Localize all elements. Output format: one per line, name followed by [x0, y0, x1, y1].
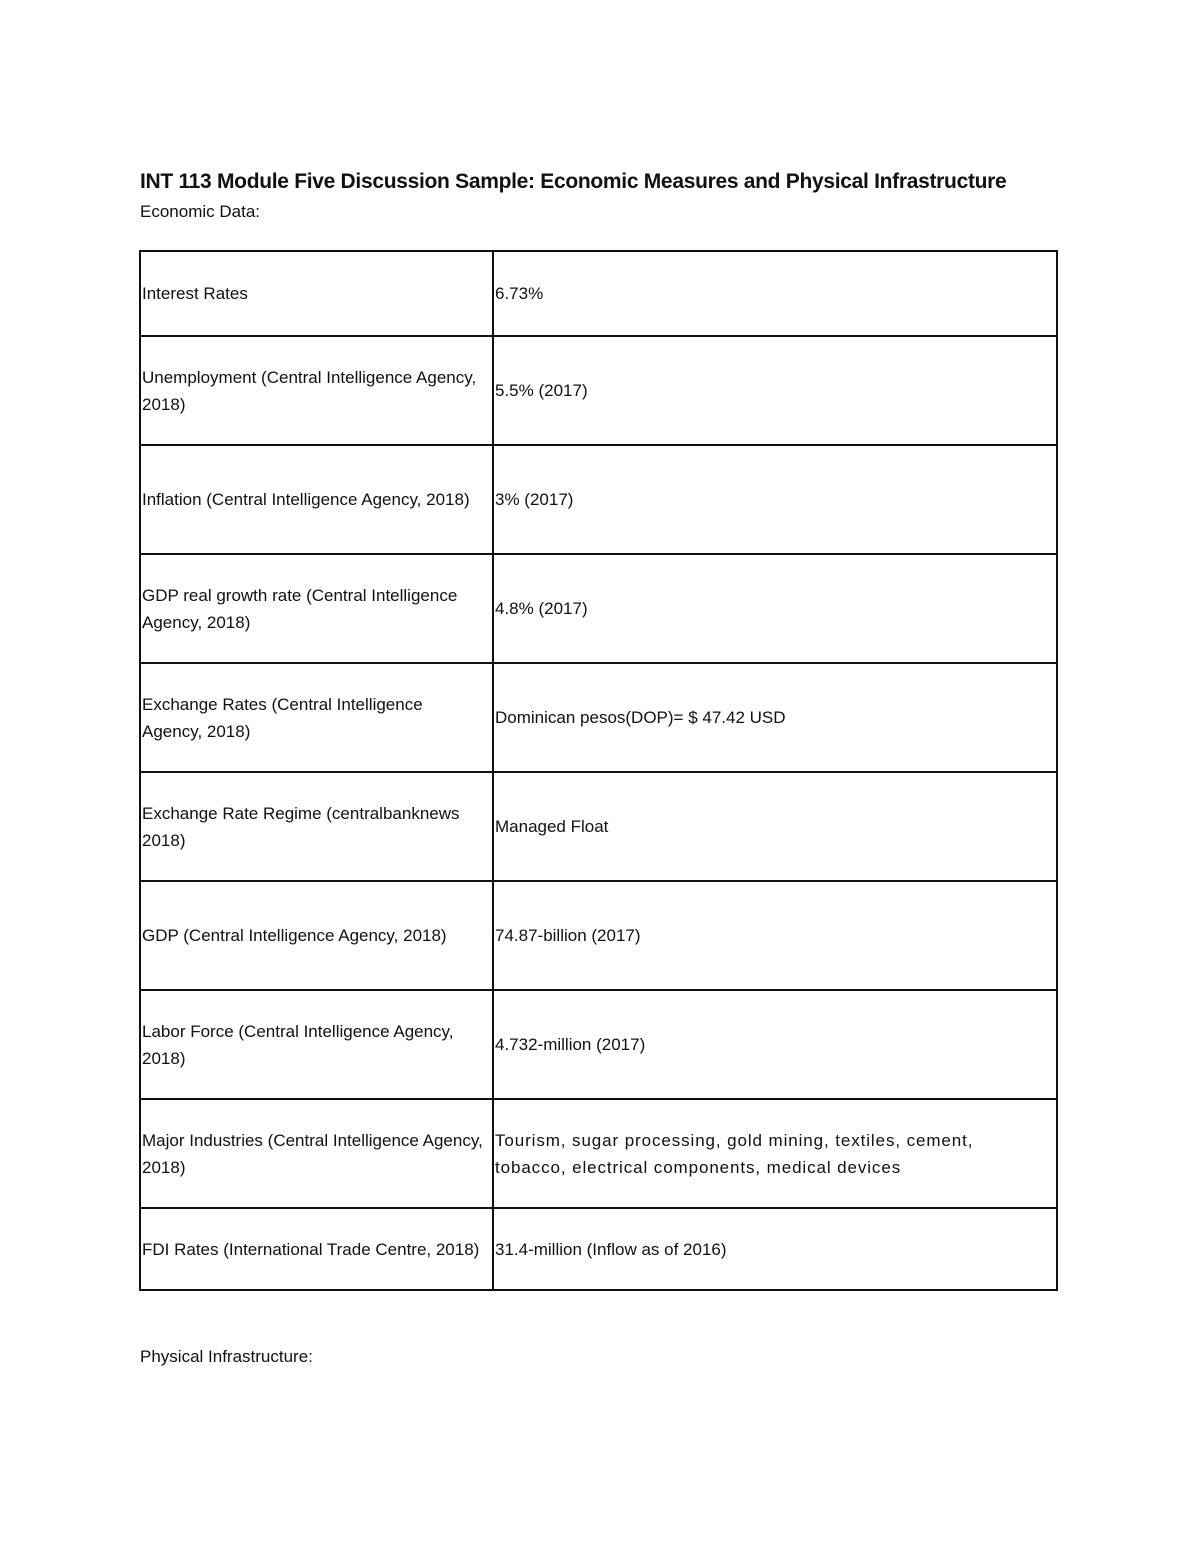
table-row	[140, 336, 1057, 445]
economic-data-heading: Economic Data:	[140, 202, 260, 221]
row-value: Managed Float	[493, 772, 1057, 881]
row-label: Labor Force (Central Intelligence Agency, 2018)	[140, 990, 493, 1099]
row-value: 5.5% (2017)	[493, 336, 1057, 445]
row-label: GDP (Central Intelligence Agency, 2018)	[140, 881, 493, 990]
row-label: Unemployment (Central Intelligence Agency, 2018)	[140, 336, 493, 445]
row-value: 31.4-million (Inflow as of 2016)	[493, 1208, 1057, 1290]
row-value: Tourism, sugar processing, gold mining, textiles, cement, tobacco, electrical components, medical devices	[493, 1099, 1057, 1208]
row-label: FDI Rates (International Trade Centre, 2018)	[140, 1208, 493, 1290]
row-label: Inflation (Central Intelligence Agency, 2018)	[140, 445, 493, 554]
row-value: 74.87-billion (2017)	[493, 881, 1057, 990]
table-row	[140, 990, 1057, 1099]
row-value: 3% (2017)	[493, 445, 1057, 554]
table-row	[140, 445, 1057, 554]
table-row	[140, 1208, 1057, 1290]
table-row	[140, 554, 1057, 663]
row-value: 4.732-million (2017)	[493, 990, 1057, 1099]
document-title: INT 113 Module Five Discussion Sample: Economic Measures and Physical Infrastructure	[140, 170, 1007, 193]
table-row	[140, 251, 1057, 336]
table-row	[140, 881, 1057, 990]
row-value: Dominican pesos(DOP)= $ 47.42 USD	[493, 663, 1057, 772]
table-row	[140, 663, 1057, 772]
table-row	[140, 1099, 1057, 1208]
row-label: Interest Rates	[140, 251, 493, 336]
row-label: Exchange Rates (Central Intelligence Agency, 2018)	[140, 663, 493, 772]
economic-data-table	[139, 250, 1058, 1291]
row-label: Major Industries (Central Intelligence Agency, 2018)	[140, 1099, 493, 1208]
row-label: Exchange Rate Regime (centralbanknews 2018)	[140, 772, 493, 881]
row-value: 4.8% (2017)	[493, 554, 1057, 663]
row-value: 6.73%	[493, 251, 1057, 336]
row-label: GDP real growth rate (Central Intelligence Agency, 2018)	[140, 554, 493, 663]
table-row	[140, 772, 1057, 881]
physical-infrastructure-heading: Physical Infrastructure:	[140, 1347, 313, 1366]
